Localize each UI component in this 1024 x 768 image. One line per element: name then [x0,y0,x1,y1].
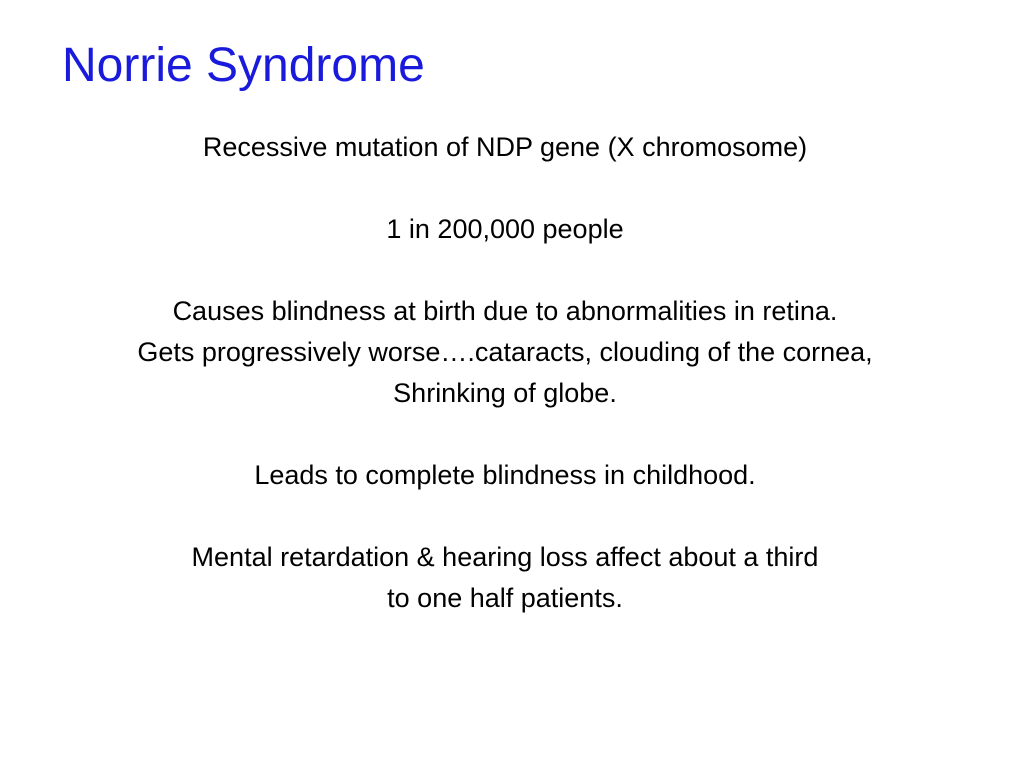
body-line-mental-hearing: Mental retardation & hearing loss affect about a third [191,542,819,572]
body-line-progression: Gets progressively worse….cataracts, clouding of the cornea, [137,337,873,367]
slide-body [0,127,1010,619]
body-line-blindness-at-birth: Causes blindness at birth due to abnormalities in retina. [172,296,838,326]
slide-title: Norrie Syndrome [62,39,425,92]
body-line-globe: Shrinking of globe. [393,378,617,408]
spacer [0,168,1010,209]
spacer [0,414,1010,455]
spacer [0,496,1010,537]
spacer [0,250,1010,291]
body-line-patients: to one half patients. [387,583,623,613]
body-line-ndp-gene: Recessive mutation of NDP gene (X chromosome) [202,132,808,162]
body-line-frequency: 1 in 200,000 people [386,214,624,244]
body-line-childhood: Leads to complete blindness in childhood. [254,460,756,490]
